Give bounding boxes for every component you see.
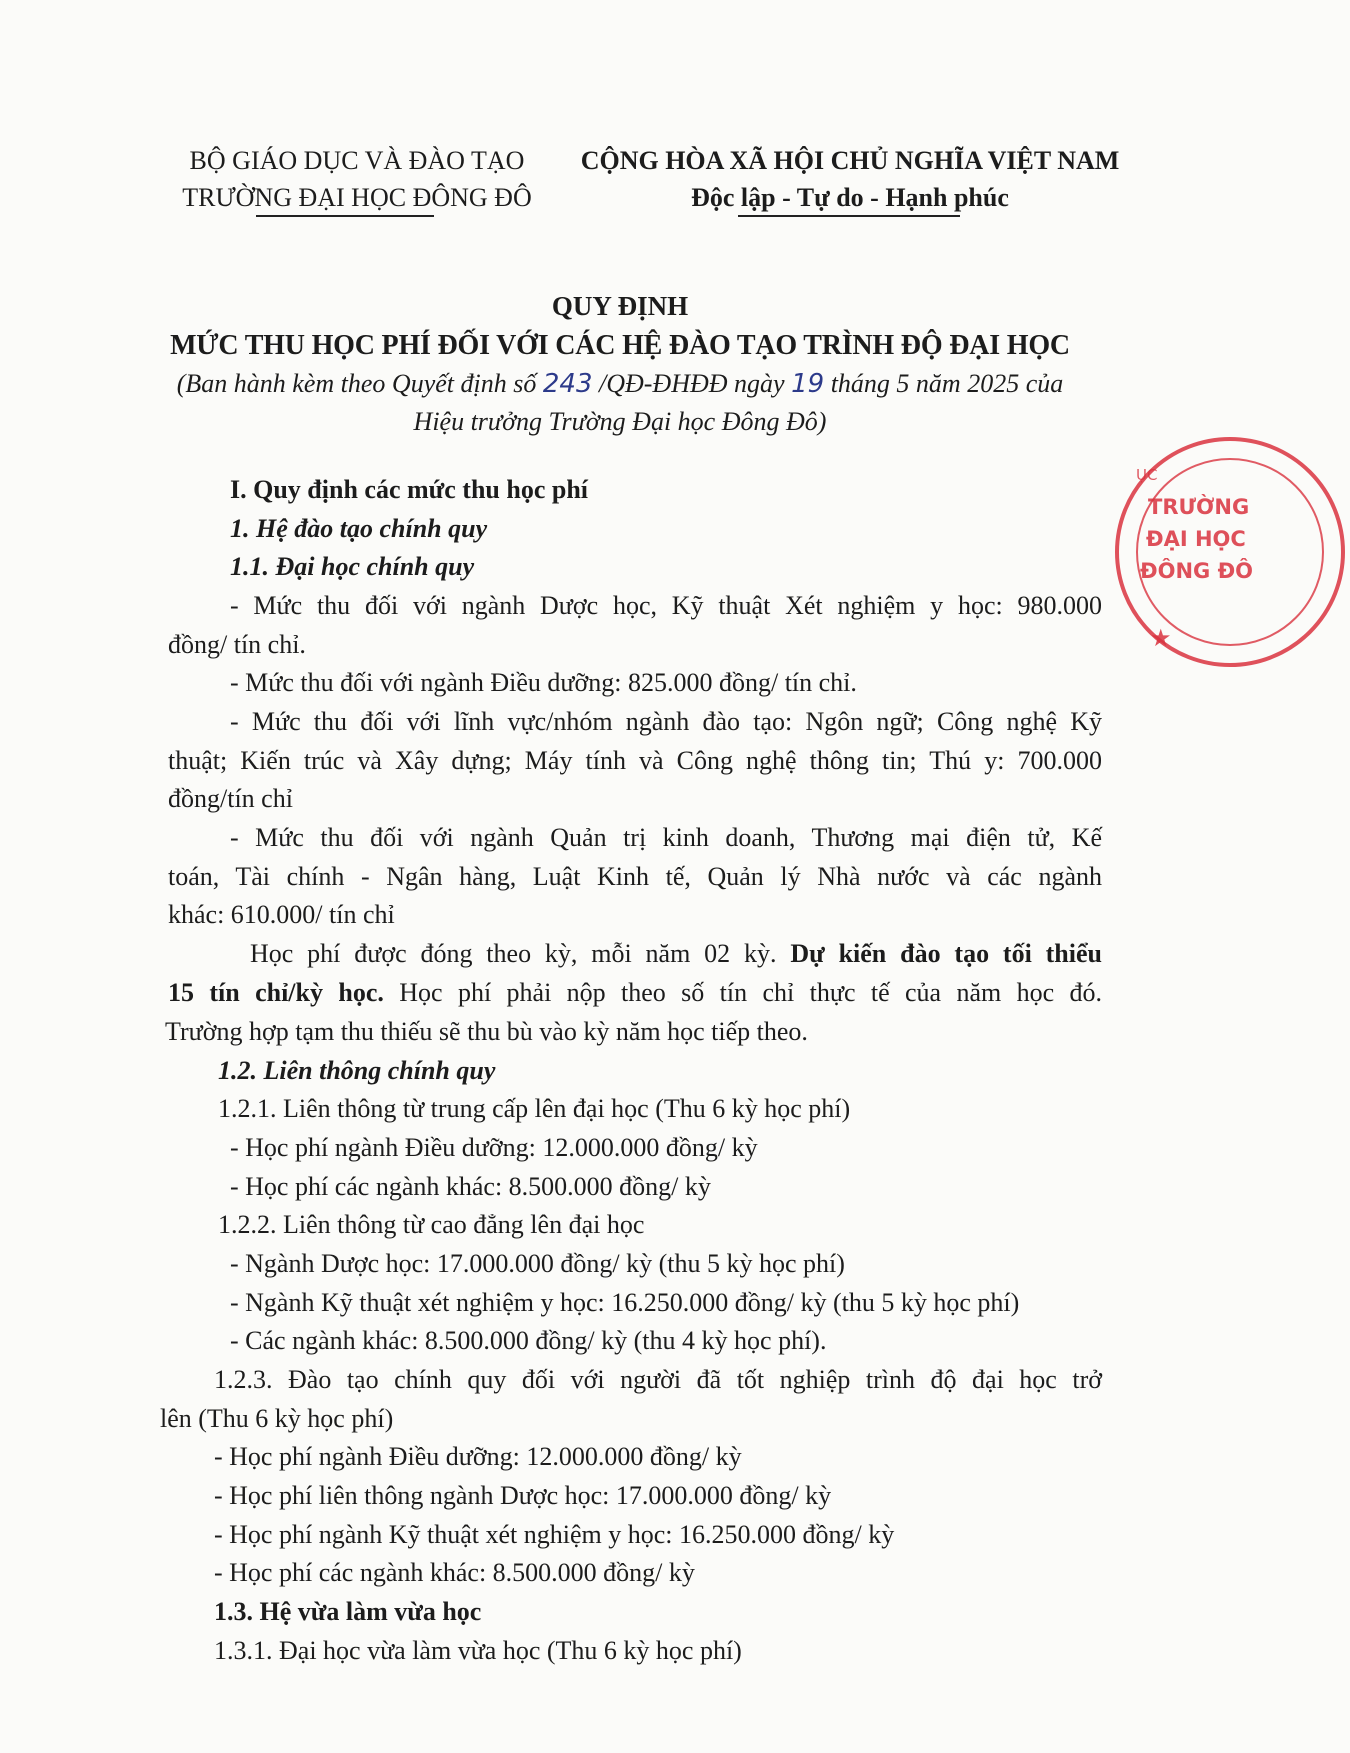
fee-1-2-2-lab: - Ngành Kỹ thuật xét nghiệm y học: 16.250.000 đồng/ kỳ (thu 5 kỳ học phí) (230, 1288, 1020, 1317)
issuance-text-2: /QĐ-ĐHĐĐ ngày (592, 369, 792, 398)
decision-number: 243 (542, 369, 593, 399)
fee-line-tech: - Mức thu đối với lĩnh vực/nhóm ngành đào tạo: Ngôn ngữ; Công nghệ Kỹ (230, 707, 1102, 736)
doc-issuer-line: Hiệu trưởng Trường Đại học Đông Đô) (413, 407, 827, 436)
seal-line-1: TRƯỜNG (1148, 495, 1250, 519)
payment-note-text-2: Học phí phải nộp theo số tín chỉ thực tế của năm học đó. (383, 978, 1102, 1007)
fee-line-pharmacy: - Mức thu đối với ngành Dược học, Kỹ thuật Xét nghiệm y học: 980.000 (230, 591, 1102, 620)
fee-line-tech-end: đồng/tín chỉ (168, 784, 293, 813)
section-heading-i: I. Quy định các mức thu học phí (230, 475, 589, 504)
seal-line-3: ĐÔNG ĐÔ (1140, 559, 1254, 583)
min-credits-value: 15 tín chỉ/kỳ học. (168, 978, 384, 1007)
fee-line-business-end: khác: 610.000/ tín chỉ (168, 900, 395, 929)
fee-1-2-3-other: - Học phí các ngành khác: 8.500.000 đồng/ kỳ (214, 1558, 695, 1587)
seal-graphic (1110, 432, 1350, 672)
fee-line-business-cont: toán, Tài chính - Ngân hàng, Luật Kinh tế, Quản lý Nhà nước và các ngành (168, 862, 1102, 891)
payment-note-1 (250, 939, 1102, 969)
country-name: CỘNG HÒA XÃ HỘI CHỦ NGHĨA VIỆT NAM (580, 146, 1120, 175)
section-1-2-3: 1.2.3. Đào tạo chính quy đối với người đã tốt nghiệp trình độ đại học trở (214, 1365, 1102, 1394)
svg-text:ỤC: ỤC (1136, 466, 1158, 484)
fee-1-2-3-pharmacy: - Học phí liên thông ngành Dược học: 17.000.000 đồng/ kỳ (214, 1481, 832, 1510)
payment-note-2 (168, 978, 1102, 1008)
fee-line-nursing: - Mức thu đối với ngành Điều dưỡng: 825.000 đồng/ tín chỉ. (230, 668, 857, 697)
fee-line-pharmacy-cont: đồng/ tín chỉ. (168, 630, 306, 659)
fee-line-business: - Mức thu đối với ngành Quản trị kinh doanh, Thương mại điện tử, Kế (230, 823, 1102, 852)
section-1-3-1: 1.3.1. Đại học vừa làm vừa học (Thu 6 kỳ học phí) (214, 1636, 742, 1665)
section-heading-1: 1. Hệ đào tạo chính quy (230, 514, 488, 543)
fee-1-2-2-pharmacy: - Ngành Dược học: 17.000.000 đồng/ kỳ (thu 5 kỳ học phí) (230, 1249, 845, 1278)
fee-1-2-3-nursing: - Học phí ngành Điều dưỡng: 12.000.000 đồng/ kỳ (214, 1442, 742, 1471)
svg-text:★: ★ (1150, 624, 1172, 652)
doc-issuance-line (0, 369, 1240, 399)
fee-1-2-1-nursing: - Học phí ngành Điều dưỡng: 12.000.000 đồng/ kỳ (230, 1133, 758, 1162)
ministry-name: BỘ GIÁO DỤC VÀ ĐÀO TẠO (189, 146, 525, 175)
university-name-underline (256, 215, 434, 217)
min-credits-note: Dự kiến đào tạo tối thiểu (790, 939, 1102, 968)
section-1-2-2: 1.2.2. Liên thông từ cao đẳng lên đại học (218, 1210, 645, 1239)
section-heading-1-3: 1.3. Hệ vừa làm vừa học (214, 1597, 482, 1626)
university-seal (1110, 432, 1350, 672)
issuance-text-3: tháng 5 năm 2025 của (824, 369, 1064, 398)
doc-subject: MỨC THU HỌC PHÍ ĐỐI VỚI CÁC HỆ ĐÀO TẠO TRÌNH ĐỘ ĐẠI HỌC (170, 330, 1070, 361)
national-motto: Độc lập - Tự do - Hạnh phúc (691, 183, 1009, 212)
fee-1-2-2-other: - Các ngành khác: 8.500.000 đồng/ kỳ (thu 4 kỳ học phí). (230, 1326, 827, 1355)
ministry-header (162, 142, 552, 216)
national-header (566, 142, 1134, 216)
seal-line-2: ĐẠI HỌC (1146, 527, 1246, 551)
issuance-text-1: (Ban hành kèm theo Quyết định số (176, 369, 543, 398)
fee-1-2-3-lab: - Học phí ngành Kỹ thuật xét nghiệm y học: 16.250.000 đồng/ kỳ (214, 1520, 895, 1549)
section-1-2-1: 1.2.1. Liên thông từ trung cấp lên đại học (Thu 6 kỳ học phí) (218, 1094, 851, 1123)
section-1-2-3-cont: lên (Thu 6 kỳ học phí) (160, 1404, 394, 1433)
doc-title: QUY ĐỊNH (551, 291, 689, 321)
payment-note-text: Học phí được đóng theo kỳ, mỗi năm 02 kỳ. (250, 939, 791, 968)
national-motto-underline (738, 215, 960, 217)
payment-note-3: Trường hợp tạm thu thiếu sẽ thu bù vào kỳ năm học tiếp theo. (165, 1017, 808, 1046)
section-heading-1-2: 1.2. Liên thông chính quy (218, 1056, 496, 1085)
university-name: TRƯỜNG ĐẠI HỌC ĐÔNG ĐÔ (182, 183, 532, 212)
section-heading-1-1: 1.1. Đại học chính quy (230, 552, 475, 581)
fee-1-2-1-other: - Học phí các ngành khác: 8.500.000 đồng/ kỳ (230, 1172, 711, 1201)
fee-line-tech-cont: thuật; Kiến trúc và Xây dựng; Máy tính và Công nghệ thông tin; Thú y: 700.000 (168, 746, 1102, 775)
decision-day: 19 (791, 369, 825, 399)
